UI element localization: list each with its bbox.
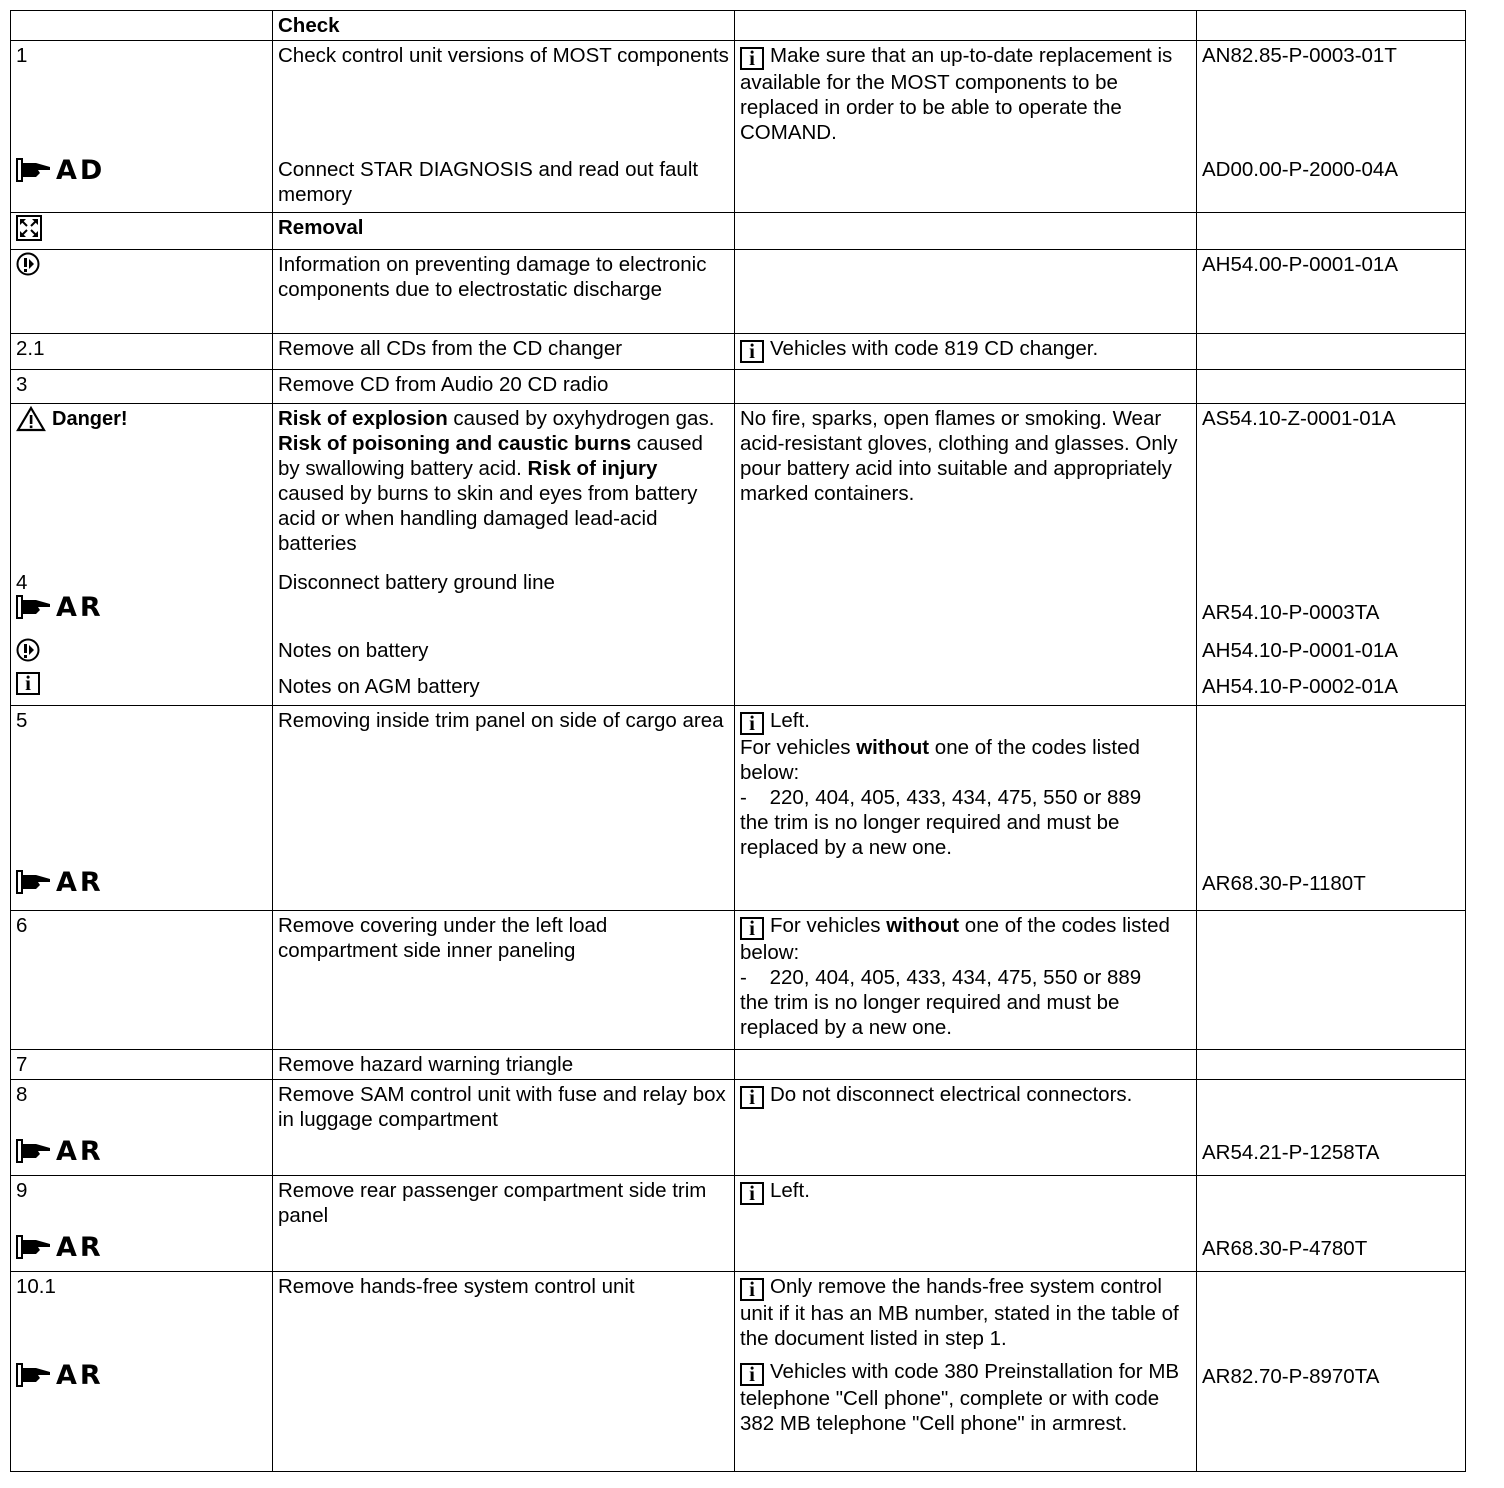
code-list: - 220, 404, 405, 433, 434, 475, 550 or 889 — [740, 966, 1142, 989]
step-number: 7 — [11, 1050, 273, 1080]
hand-tag-label: AR — [56, 591, 104, 623]
step-text: Removing inside trim panel on side of cargo area — [273, 706, 735, 911]
info-icon: i — [740, 1278, 764, 1301]
step-text: Remove rear passenger compartment side trim panel — [273, 1176, 735, 1272]
doc-ref[interactable]: AH54.10-P-0002-01A — [1202, 675, 1399, 698]
info-icon: i — [740, 340, 764, 363]
table-row — [11, 404, 1466, 706]
table-row — [11, 213, 1466, 250]
table-row — [11, 1176, 1466, 1272]
esd-warning-icon — [16, 638, 40, 662]
hand-tag-ar[interactable] — [16, 866, 104, 898]
info-icon: i — [740, 47, 764, 70]
step-note: i For vehicles without one of the codes listed below: — [740, 914, 1170, 964]
info-icon: i — [740, 1182, 764, 1205]
step-subtext: Connect STAR DIAGNOSIS and read out fault memory — [278, 158, 699, 206]
step-text: Remove covering under the left load compartment side inner paneling — [273, 911, 735, 1050]
step-text: Remove SAM control unit with fuse and relay box in luggage compartment — [273, 1080, 735, 1176]
info-icon: i — [16, 672, 40, 695]
step-text: Remove all CDs from the CD changer — [273, 334, 735, 370]
doc-ref[interactable]: AR68.30-P-4780T — [1202, 1237, 1368, 1260]
step-number: 10.1 — [16, 1275, 56, 1298]
pointing-hand-icon — [16, 869, 54, 895]
pointing-hand-icon — [16, 594, 54, 620]
pointing-hand-icon — [16, 1138, 54, 1164]
info-icon: i — [740, 917, 764, 940]
table-row — [11, 11, 1466, 41]
step-note: Make sure that an up-to-date replacement is available for the MOST components to be replaced in order to be able to operate the COMAND. — [740, 44, 1173, 144]
table-row — [11, 1080, 1466, 1176]
info-icon: i — [740, 1363, 764, 1386]
step-number: 4 — [16, 571, 28, 594]
hand-tag-label: AR — [56, 1135, 104, 1167]
hand-tag-label: AR — [56, 1359, 104, 1391]
step-number: 8 — [16, 1083, 28, 1106]
step-note: Left. — [770, 1179, 810, 1202]
step-note: the trim is no longer required and must be replaced by a new one. — [740, 811, 1120, 859]
doc-ref[interactable]: AR68.30-P-1180T — [1202, 872, 1366, 895]
step-text: Remove hands-free system control unit — [273, 1272, 735, 1472]
doc-ref[interactable]: AD00.00-P-2000-04A — [1202, 158, 1399, 181]
step-note: Vehicles with code 819 CD changer. — [770, 337, 1099, 360]
section-title-check: Check — [273, 11, 735, 41]
hand-tag-ar[interactable] — [16, 591, 104, 623]
step-text: Notes on battery — [278, 639, 429, 662]
hand-tag-label: AD — [56, 154, 106, 186]
step-note: i Only remove the hands-free system control unit if it has an MB number, stated in the table of the document listed in step 1. — [740, 1275, 1179, 1350]
pointing-hand-icon — [16, 157, 54, 183]
doc-ref[interactable]: AR54.21-P-1258TA — [1202, 1141, 1380, 1164]
table-row — [11, 1272, 1466, 1472]
hand-tag-label: AR — [56, 1231, 104, 1263]
removal-expand-icon — [16, 215, 42, 241]
step-number: 1 — [16, 44, 28, 67]
danger-risks: Risk of explosion caused by oxyhydrogen gas. Risk of poisoning and caustic burns caused by swallowing battery acid. Risk of injury caused by burns to skin and eyes from battery acid or when handling damaged lead-acid batteries — [278, 407, 715, 555]
step-number: 2.1 — [11, 334, 273, 370]
table-row — [11, 706, 1466, 911]
step-note: Left. — [770, 709, 810, 732]
doc-ref[interactable]: AR54.10-P-0003TA — [1202, 601, 1380, 624]
step-note: the trim is no longer required and must be replaced by a new one. — [740, 991, 1120, 1039]
step-number: 5 — [16, 709, 28, 732]
info-icon: i — [740, 712, 764, 735]
step-text: Check control unit versions of MOST components — [278, 44, 729, 67]
table-row — [11, 250, 1466, 334]
doc-ref[interactable]: AS54.10-Z-0001-01A — [1202, 407, 1396, 430]
step-number: 3 — [11, 370, 273, 404]
table-row — [11, 41, 1466, 213]
step-text: Remove hazard warning triangle — [273, 1050, 735, 1080]
doc-ref[interactable]: AN82.85-P-0003-01T — [1202, 44, 1397, 67]
info-icon: i — [740, 1086, 764, 1109]
danger-label: Danger! — [16, 406, 128, 432]
table-row — [11, 1050, 1466, 1080]
step-number: 9 — [16, 1179, 28, 1202]
hand-tag-label: AR — [56, 866, 104, 898]
pointing-hand-icon — [16, 1234, 54, 1260]
hand-tag-ar[interactable] — [16, 1231, 104, 1263]
table-row — [11, 370, 1466, 404]
step-text: Disconnect battery ground line — [278, 571, 555, 594]
step-text: Notes on AGM battery — [278, 675, 480, 698]
warning-triangle-icon — [16, 406, 46, 432]
step-number: 6 — [11, 911, 273, 1050]
table-row — [11, 334, 1466, 370]
danger-note: No fire, sparks, open flames or smoking. Wear acid-resistant gloves, clothing and glasses. Only pour battery acid into suitable and appropriately marked containers. — [735, 404, 1197, 706]
step-text: Information on preventing damage to electronic components due to electrostatic discharge — [273, 250, 735, 334]
code-list: - 220, 404, 405, 433, 434, 475, 550 or 889 — [740, 786, 1142, 809]
step-note: i Vehicles with code 380 Preinstallation for MB telephone "Cell phone", complete or with code 382 MB telephone "Cell phone" in armrest. — [740, 1360, 1180, 1435]
doc-ref[interactable]: AR82.70-P-8970TA — [1202, 1365, 1380, 1388]
procedure-table — [10, 10, 1466, 1472]
step-note: Do not disconnect electrical connectors. — [770, 1083, 1133, 1106]
doc-ref[interactable]: AH54.00-P-0001-01A — [1197, 250, 1466, 334]
doc-ref[interactable]: AH54.10-P-0001-01A — [1202, 639, 1399, 662]
step-note: For vehicles without one of the codes listed below: — [740, 736, 1140, 784]
step-text: Remove CD from Audio 20 CD radio — [273, 370, 735, 404]
section-title-removal: Removal — [273, 213, 735, 250]
hand-tag-ar[interactable] — [16, 1359, 104, 1391]
pointing-hand-icon — [16, 1362, 54, 1388]
esd-warning-icon — [16, 252, 40, 276]
hand-tag-ad[interactable] — [16, 154, 106, 186]
table-row — [11, 911, 1466, 1050]
hand-tag-ar[interactable] — [16, 1135, 104, 1167]
